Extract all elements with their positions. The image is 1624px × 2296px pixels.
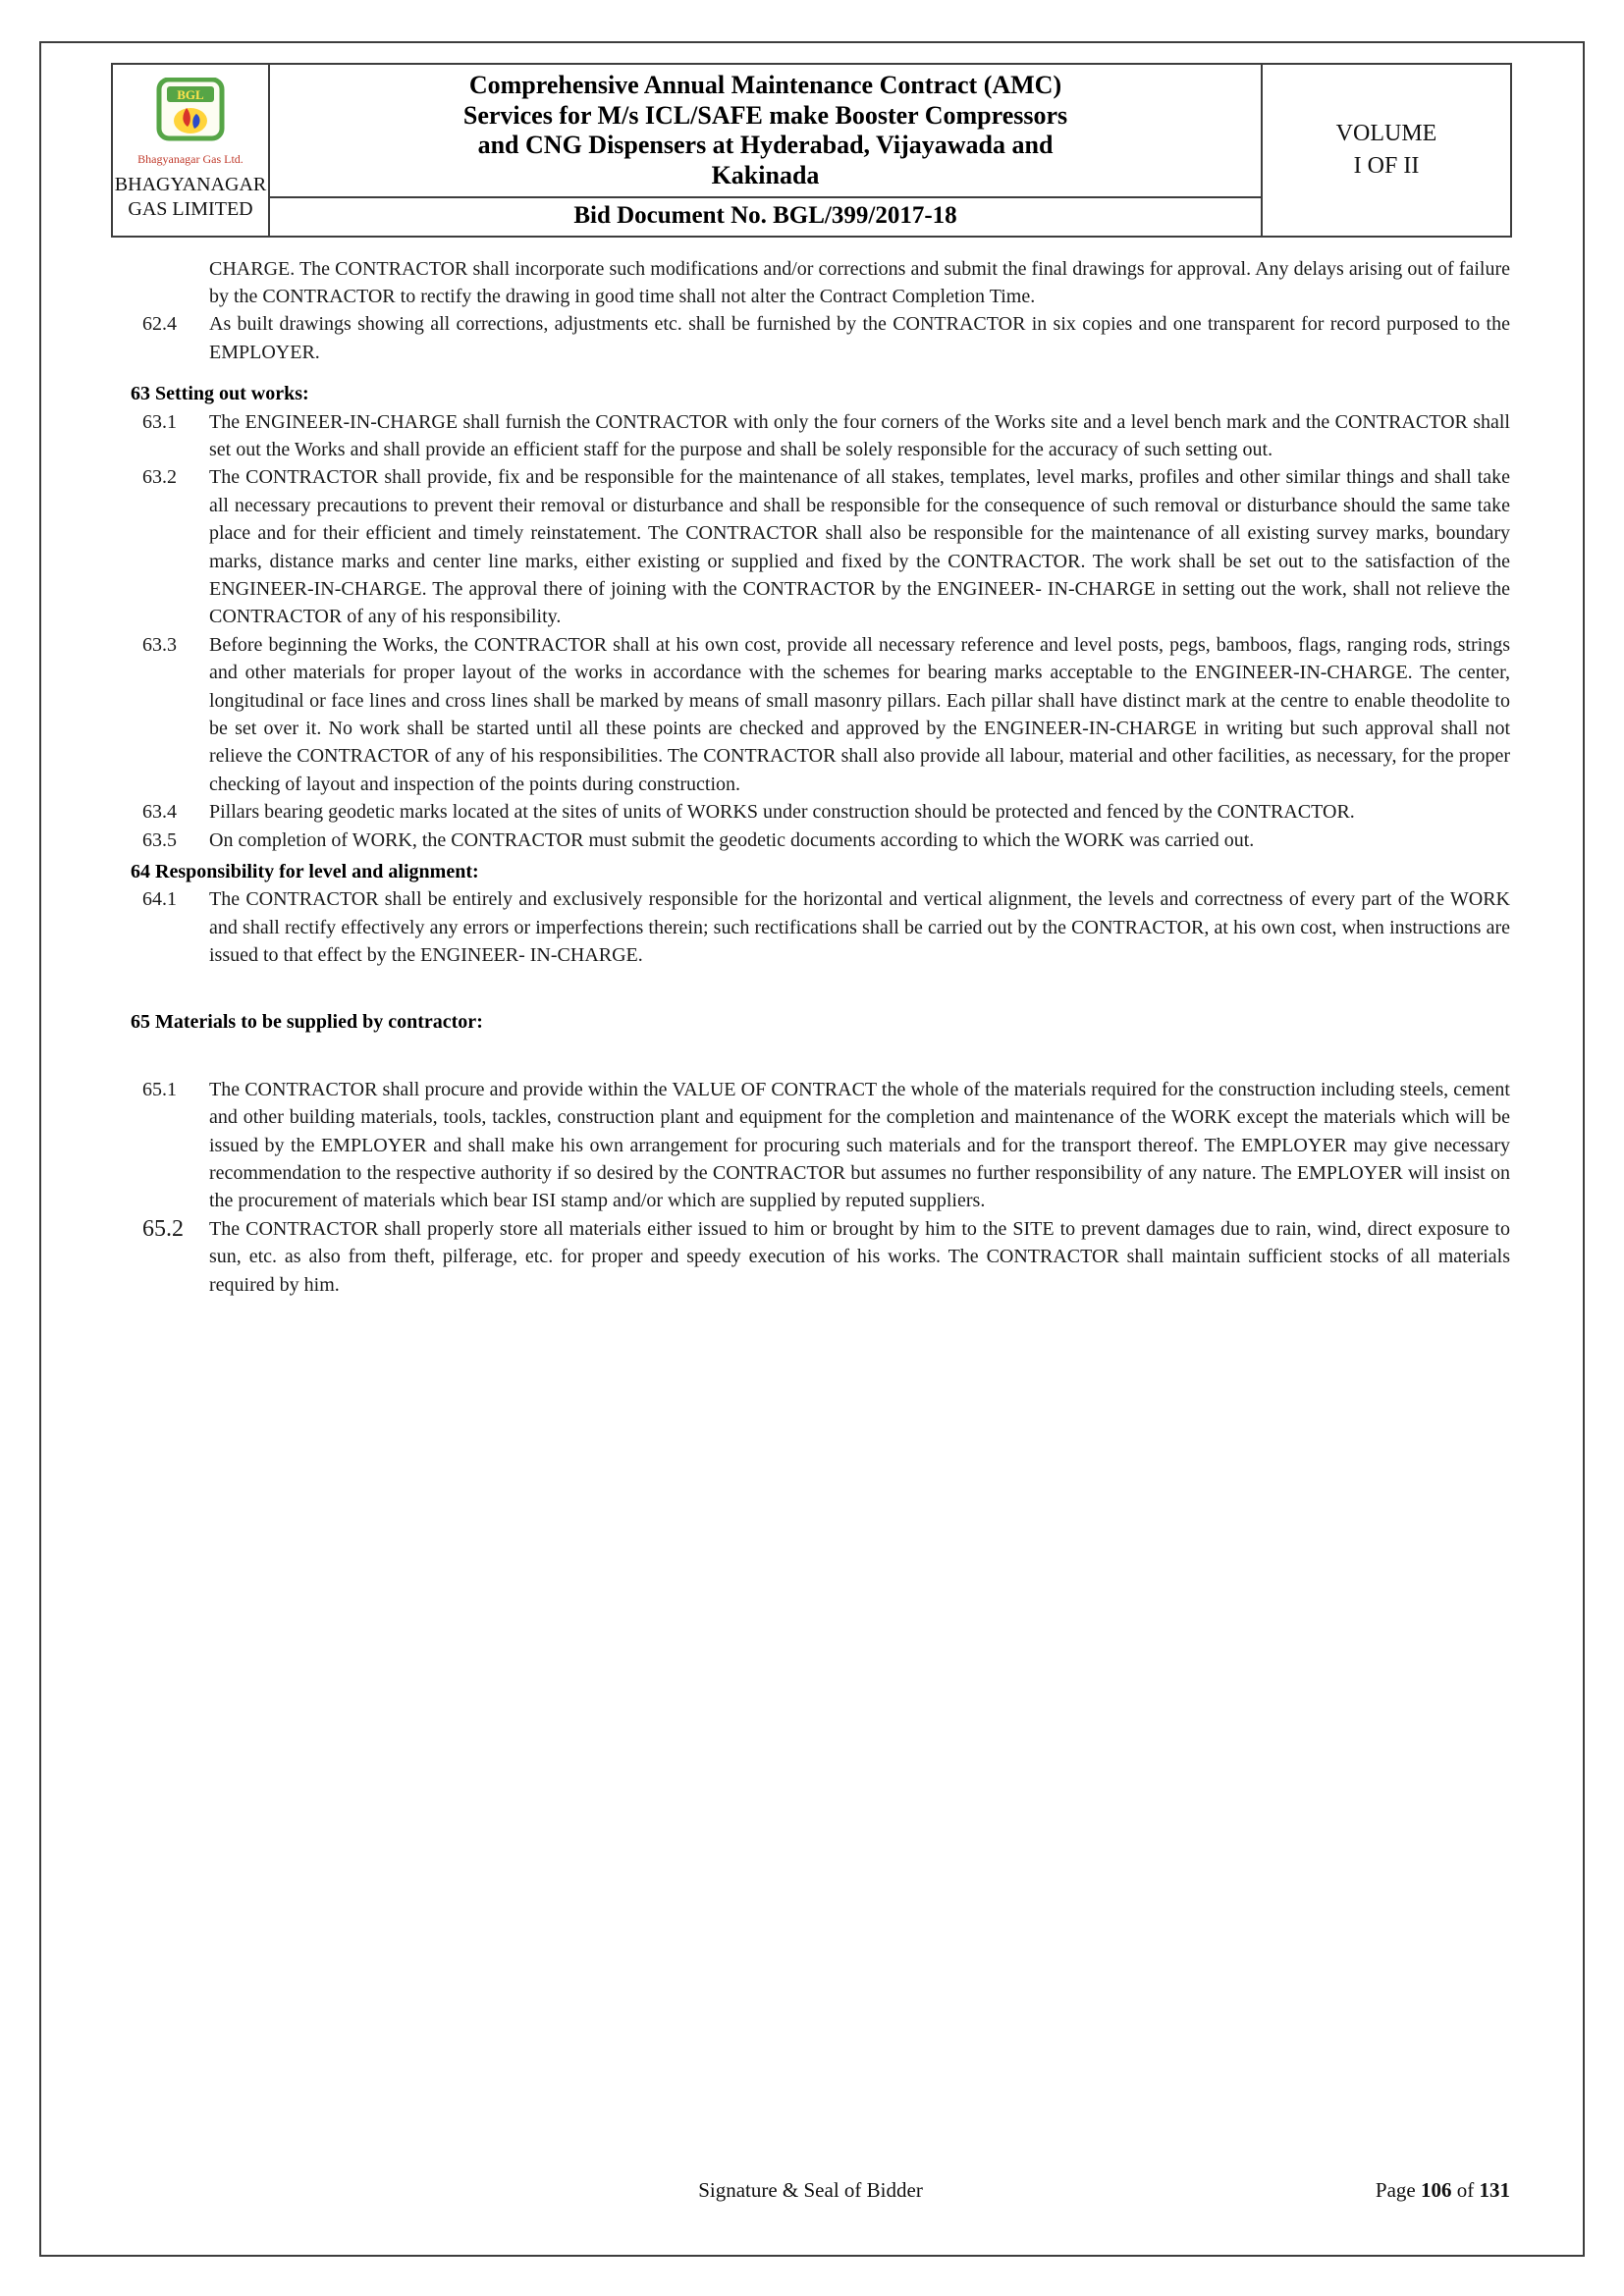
clause-63-5 bbox=[131, 827, 1510, 854]
clause-text: As built drawings showing all corrections, adjustments etc. shall be furnished by the CONTRACTOR in six copies and one transparent for record purposed to the EMPLOYER. bbox=[209, 313, 1510, 363]
clause-text: The CONTRACTOR shall provide, fix and be responsible for the maintenance of all stakes, templates, level marks, profiles and other similar things and shall take all necessary precautions to prevent their removal or disturbance and shall be responsible for the consequence of such removal or disturbance should the same take place and for their efficient and timely reinstatement. The CONTRACTOR shall also be responsible for the maintenance of all existing survey marks, boundary marks, distance marks and center line marks, either existing or supplied and fixed by the CONTRACTOR. The work shall be set out to the satisfaction of the ENGINEER-IN-CHARGE. The approval there of joining with the CONTRACTOR by the ENGINEER- IN-CHARGE in setting out the work, shall not relieve the CONTRACTOR of any of his responsibility. bbox=[209, 466, 1510, 628]
clause-text: Pillars bearing geodetic marks located at the sites of units of WORKS under construction should be protected and fenced by the CONTRACTOR. bbox=[209, 801, 1355, 824]
clause-65-2 bbox=[131, 1215, 1510, 1299]
document-body bbox=[131, 255, 1510, 1299]
clause-text: The CONTRACTOR shall be entirely and exclusively responsible for the horizontal and vertical alignment, the levels and correctness of every part of the WORK and shall rectify effectively any errors or imperfections therein; such rectifications shall be carried out by the CONTRACTOR, at his own cost, when instructions are issued to that effect by the ENGINEER- IN-CHARGE. bbox=[209, 888, 1510, 967]
clause-text: Before beginning the Works, the CONTRACTOR shall at his own cost, provide all necessary reference and level posts, pegs, bamboos, flags, ranging rods, strings and other materials for proper layout of the works in accordance with the schemes for bearing marks acceptable to the ENGINEER-IN-CHARGE. The center, longitudinal or face lines and cross lines shall be marked by means of small masonry pillars. Each pillar shall have distinct mark at the centre to enable theodolite to be set over it. No work shall be started until all these points are checked and approved by the ENGINEER-IN-CHARGE in writing but such approval shall not relieve the CONTRACTOR of any of his responsibilities. The CONTRACTOR shall also provide all labour, material and other facilities, as necessary, for the proper checking of layout and inspection of the points during construction. bbox=[209, 633, 1510, 795]
clause-number: 64.1 bbox=[142, 888, 177, 911]
title-line-3: and CNG Dispensers at Hyderabad, Vijayawada and bbox=[477, 131, 1054, 160]
logo-caption: Bhagyanagar Gas Ltd. bbox=[137, 152, 244, 167]
page-footer bbox=[111, 2178, 1510, 2208]
section-heading-65: 65 Materials to be supplied by contractor: bbox=[131, 1011, 483, 1034]
org-name-line2: GAS LIMITED bbox=[128, 198, 253, 221]
logo-cell bbox=[113, 65, 270, 236]
clause-text: On completion of WORK, the CONTRACTOR must submit the geodetic documents according to which the WORK was carried out. bbox=[209, 828, 1255, 851]
clause-63-1 bbox=[131, 408, 1510, 464]
clause-number: 65.1 bbox=[142, 1078, 177, 1100]
clause-64-1 bbox=[131, 885, 1510, 969]
logo-bgl-text: BGL bbox=[177, 87, 204, 103]
page-number bbox=[1376, 2178, 1510, 2203]
paragraph-continuation bbox=[131, 255, 1510, 311]
page-current: 106 bbox=[1421, 2178, 1452, 2202]
clause-number: 65.2 bbox=[142, 1215, 184, 1242]
page-word: Page bbox=[1375, 2178, 1416, 2202]
volume-line-1: VOLUME bbox=[1335, 121, 1437, 147]
bgl-logo-icon bbox=[141, 78, 240, 156]
clause-text: CHARGE. The CONTRACTOR shall incorporate such modifications and/or corrections and submit the final drawings for approval. Any delays arising out of failure by the CONTRACTOR to rectify the drawing in good time shall not alter the Contract Completion Time. bbox=[209, 257, 1510, 308]
page-total: 131 bbox=[1479, 2178, 1510, 2202]
title-cell bbox=[270, 65, 1263, 236]
clause-number: 62.4 bbox=[142, 313, 177, 336]
section-heading-63: 63 Setting out works: bbox=[131, 383, 309, 405]
title-line-4: Kakinada bbox=[711, 161, 820, 190]
clause-63-4 bbox=[131, 798, 1510, 826]
org-name bbox=[115, 173, 266, 222]
clause-text: The CONTRACTOR shall procure and provide within the VALUE OF CONTRACT the whole of the materials required for the construction including steels, cement and other building materials, tools, tackles, construction plant and equipment for the completion and maintenance of the WORK except the materials which will be issued by the EMPLOYER and shall make his own arrangement for procuring such materials and for the transport thereof. The EMPLOYER may give necessary recommendation to the respective authority if so desired by the CONTRACTOR but assumes no further responsibility of any nature. The EMPLOYER will insist on the procurement of materials which bear ISI stamp and/or which are supplied by reputed suppliers. bbox=[209, 1078, 1510, 1212]
title-line-1: Comprehensive Annual Maintenance Contract (AMC) bbox=[468, 71, 1062, 99]
clause-text: The ENGINEER-IN-CHARGE shall furnish the CONTRACTOR with only the four corners of the Works site and a level bench mark and the CONTRACTOR shall set out the Works and shall provide an efficient staff for the purpose and shall be solely responsible for the accuracy of such setting out. bbox=[209, 410, 1510, 461]
section-heading-64: 64 Responsibility for level and alignment: bbox=[131, 860, 479, 882]
clause-62-4 bbox=[131, 310, 1510, 366]
clause-number: 63.4 bbox=[142, 801, 177, 824]
clause-number: 63.2 bbox=[142, 466, 177, 489]
page-border bbox=[39, 41, 1585, 2257]
clause-text: The CONTRACTOR shall properly store all materials either issued to him or brought by him to the SITE to prevent damages due to rain, wind, direct exposure to sun, etc. as also from theft, pilferage, etc. for proper and speedy execution of his works. The CONTRACTOR shall maintain sufficient stocks of all materials required by him. bbox=[209, 1217, 1510, 1296]
clause-number bbox=[131, 255, 209, 311]
document-title bbox=[270, 65, 1261, 198]
volume-cell bbox=[1263, 65, 1510, 236]
clause-number: 63.5 bbox=[142, 828, 177, 851]
clause-number: 63.3 bbox=[142, 633, 177, 656]
clause-number: 63.1 bbox=[142, 410, 177, 433]
volume-line-2: I OF II bbox=[1353, 152, 1420, 179]
bid-document-number: Bid Document No. BGL/399/2017-18 bbox=[573, 201, 957, 229]
clause-63-2 bbox=[131, 463, 1510, 630]
signature-seal-label: Signature & Seal of Bidder bbox=[698, 2178, 923, 2202]
of-word: of bbox=[1456, 2178, 1475, 2202]
org-name-line1: BHAGYANAGAR bbox=[114, 174, 267, 196]
clause-63-3 bbox=[131, 631, 1510, 798]
clause-65-1 bbox=[131, 1076, 1510, 1215]
title-line-2: Services for M/s ICL/SAFE make Booster Compressors bbox=[462, 100, 1068, 130]
header-table bbox=[111, 63, 1512, 238]
